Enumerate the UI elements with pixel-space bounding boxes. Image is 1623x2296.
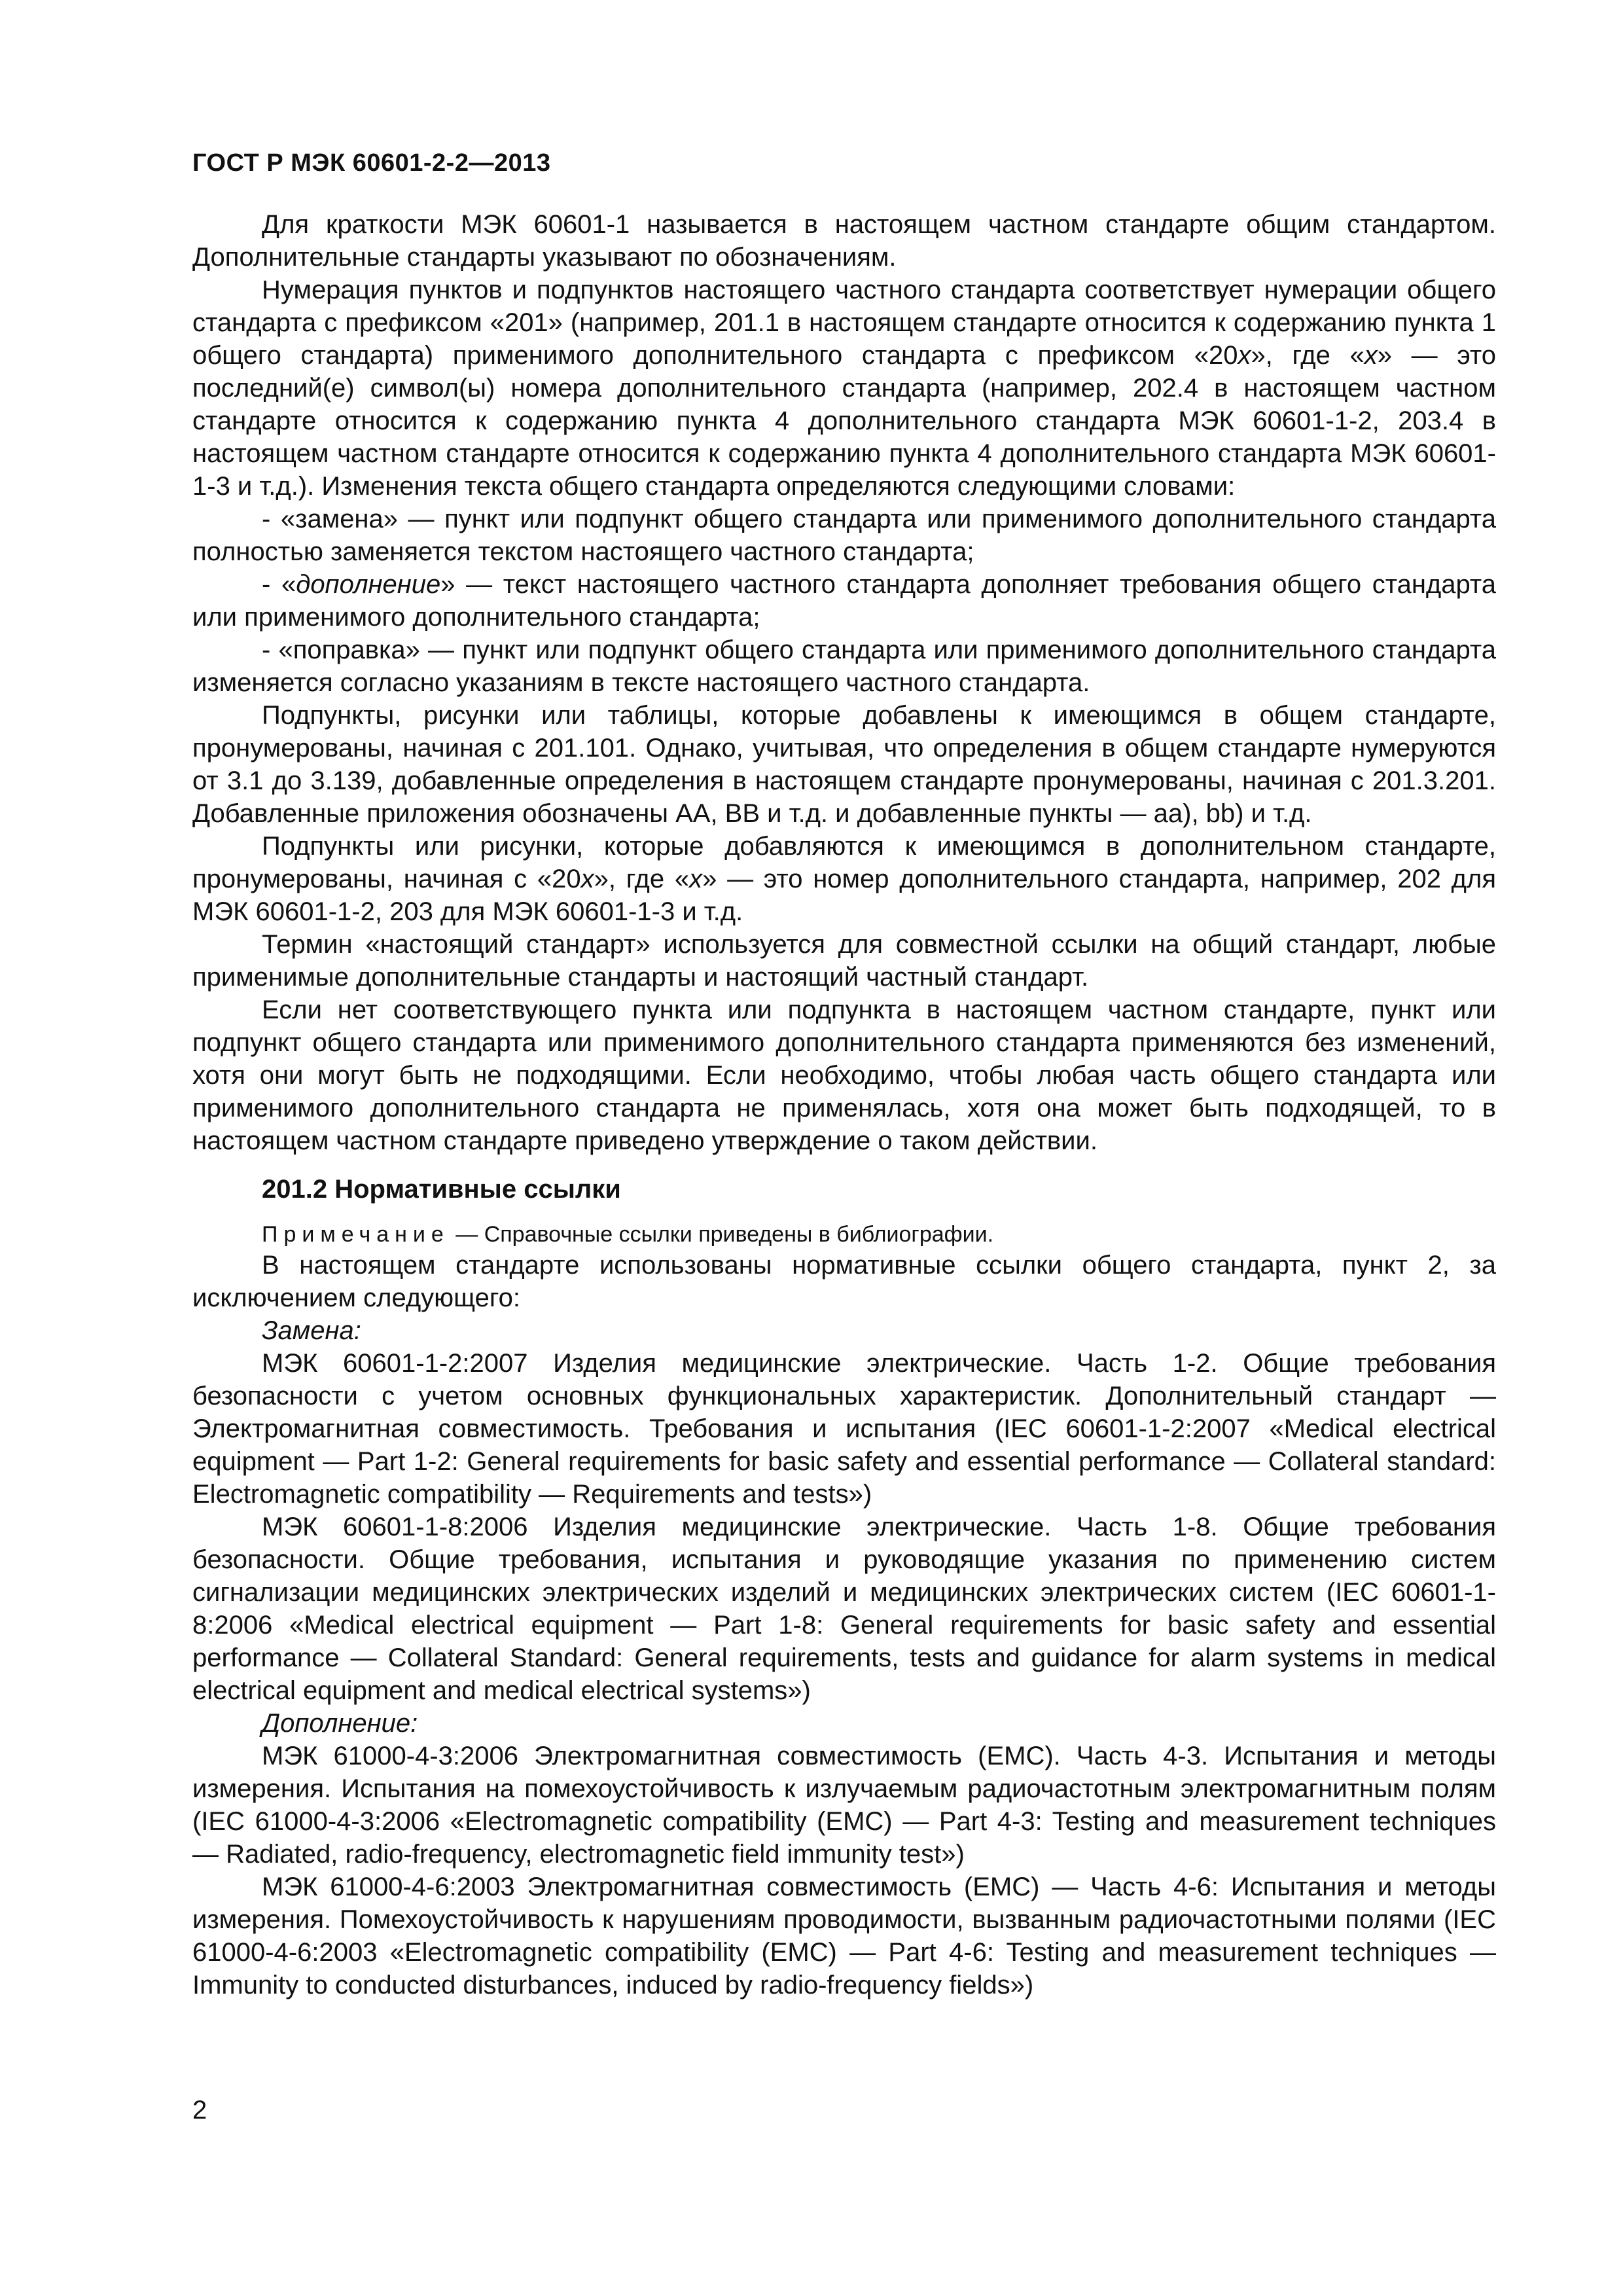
paragraph — [192, 830, 1496, 928]
text-run: Нумерация пунктов и подпунктов настоящего частного стандарта соответствует нумерации общего стандарта с префиксом «201» (например, 201.1 в настоящем стандарте относится к содержанию пункта 1 общего стандарта) применимого дополнительного стандарта с префиксом «20 — [192, 276, 1496, 370]
list-item — [192, 568, 1496, 634]
reference-item: МЭК 61000-4-6:2003 Электромагнитная совместимость (ЕМС) — Часть 4-6: Испытания и методы измерения. Помехоустойчивость к нарушениям проводимости, вызванным радиочастотными полями (IEC 61000-4-6:2003 «Electromagnetic compatibility (EMC) — Part 4-6: Testing and measurement techniques — Immunity to conducted disturbances, induced by radio-frequency fields») — [192, 1873, 1496, 2000]
text-run: » — это номер дополнительного стандарта, например, 202 для МЭК 60601-1-2, 203 для МЭК 60601-1-3 и т.д. — [192, 865, 1497, 926]
note-label: Примечание — [262, 1222, 450, 1247]
text-run: », где « — [1251, 341, 1364, 370]
addition-label: Дополнение: — [262, 1709, 418, 1738]
italic-text: x — [1364, 341, 1378, 370]
paragraph: Для краткости МЭК 60601-1 называется в настоящем частном стандарте общим стандартом. Дополнительные стандарты указывают по обозначениям. — [192, 210, 1496, 272]
text-run: » — это последний(е) символ(ы) номера дополнительного стандарта (например, 202.4 в настоящем частном стандарте относится к содержанию пункта 4 дополнительного стандарта МЭК 60601-1-2, 203.4 в настоящем частном стандарте относится к содержанию пункта 4 дополнительного стандарта МЭК 60601-1-3 и т.д.). Изменения текста общего стандарта определяются следующими словами: — [192, 341, 1496, 501]
italic-text: дополнение — [296, 570, 441, 599]
paragraph: Если нет соответствующего пункта или подпункта в настоящем частном стандарте, пункт или подпункт общего стандарта или применимого дополнительного стандарта применяются без изменений, хотя они могут быть не подходящими. Если необходимо, чтобы любая часть общего стандарта или применимого дополнительного стандарта не применялась, хотя она может быть подходящей, то в настоящем частном стандарте приведено утверждение о таком действии. — [192, 996, 1496, 1155]
document-header: ГОСТ Р МЭК 60601-2-2—2013 — [192, 149, 551, 177]
text-run: Подпункты или рисунки, которые добавляются к имеющимся в дополнительном стандарте, пронумерованы, начиная с «20 — [192, 832, 1496, 893]
text-run: » — текст настоящего частного стандарта дополняет требования общего стандарта или применимого дополнительного стандарта; — [192, 570, 1496, 632]
page-number: 2 — [192, 2096, 207, 2125]
reference-item: МЭК 61000-4-3:2006 Электромагнитная совместимость (ЕМС). Часть 4-3. Испытания и методы измерения. Испытания на помехоустойчивость к излучаемым радиочастотным электромагнитным полям (IEC 61000-4-3:2006 «Electromagnetic compatibility (EMC) — Part 4-3: Testing and measurement techniques — Radiated, radio-frequency, electromagnetic field immunity test») — [192, 1742, 1496, 1869]
section-heading: 201.2 Нормативные ссылки — [262, 1175, 621, 1204]
paragraph: Термин «настоящий стандарт» используется для совместной ссылки на общий стандарт, любые применимые дополнительные стандарты и настоящий частный стандарт. — [192, 930, 1496, 992]
list-item: - «замена» — пункт или подпункт общего стандарта или применимого дополнительного стандарта полностью заменяется текстом настоящего частного стандарта; — [192, 505, 1496, 566]
list-item: - «поправка» — пункт или подпункт общего стандарта или применимого дополнительного стандарта изменяется согласно указаниям в тексте настоящего частного стандарта. — [192, 636, 1496, 697]
paragraph: Подпункты, рисунки или таблицы, которые добавлены к имеющимся в общем стандарте, пронумерованы, начиная с 201.101. Однако, учитывая, что определения в общем стандарте нумеруются от 3.1 до 3.139, добавленные определения в настоящем стандарте пронумерованы, начиная с 201.3.201. Добавленные приложения обозначены АА, ВВ и т.д. и добавленные пункты — aa), bb) и т.д. — [192, 701, 1496, 828]
replace-label: Замена: — [262, 1316, 361, 1345]
reference-item: МЭК 60601-1-2:2007 Изделия медицинские электрические. Часть 1-2. Общие требования безопасности с учетом основных функциональных характеристик. Дополнительный стандарт — Электромагнитная совместимость. Требования и испытания (IEC 60601-1-2:2007 «Medical electrical equipment — Part 1-2: General requirements for basic safety and essential performance — Collateral standard: Electromagnetic compatibility — Requirements and tests») — [192, 1349, 1496, 1509]
note-text: — Справочные ссылки приведены в библиографии. — [449, 1222, 994, 1247]
note — [192, 1220, 1496, 1249]
italic-text: x — [580, 865, 594, 893]
document-body — [192, 208, 1496, 2001]
italic-text: x — [689, 865, 703, 893]
italic-text: x — [1238, 341, 1251, 370]
text-run: - « — [262, 570, 296, 599]
paragraph — [192, 274, 1496, 503]
paragraph: В настоящем стандарте использованы нормативные ссылки общего стандарта, пункт 2, за исключением следующего: — [192, 1251, 1496, 1312]
reference-item: МЭК 60601-1-8:2006 Изделия медицинские электрические. Часть 1-8. Общие требования безопасности. Общие требования, испытания и руководящие указания по применению систем сигнализации медицинских электрических изделий и медицинских электрических систем (IEC 60601-1-8:2006 «Medical electrical equipment — Part 1-8: General requirements for basic safety and essential performance — Collateral Standard: General requirements, tests and guidance for alarm systems in medical electrical equipment and medical electrical systems») — [192, 1513, 1496, 1705]
text-run: », где « — [594, 865, 690, 893]
